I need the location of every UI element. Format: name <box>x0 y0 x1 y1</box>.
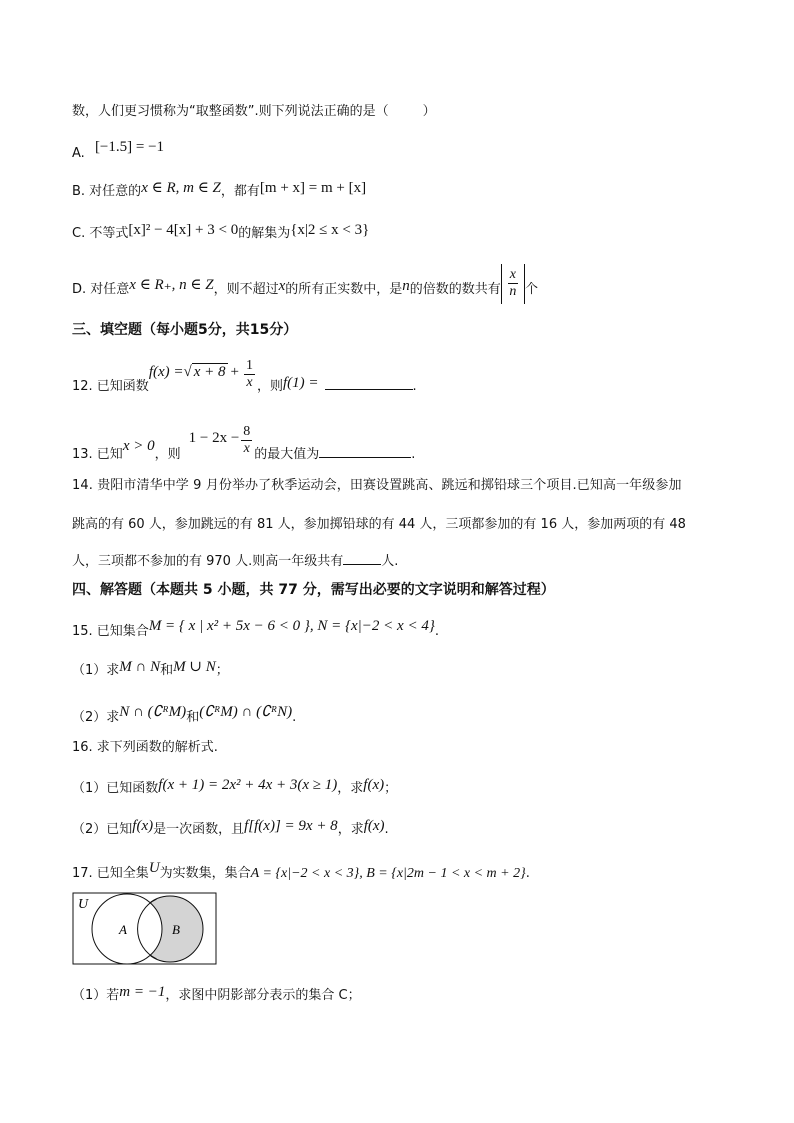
q15-p2-end: . <box>292 710 297 725</box>
q14-line3a: 人，三项都不参加的有 970 人.则高一年级共有 <box>72 554 344 569</box>
q12-f1: f(1) = <box>283 375 319 391</box>
q13-cond: x > 0 <box>122 438 155 454</box>
q14-line2: 跳高的有 60 人，参加跳远的有 81 人，参加掷铅球的有 44 人，三项都参加的有 16 人，参加两项的有 48 <box>72 517 686 532</box>
q16-p2-fx: f(x) <box>132 818 154 834</box>
q16-p2-end: . <box>384 822 389 837</box>
q11-option-b <box>72 179 366 201</box>
option-c-mid: 的解集为 <box>238 226 291 241</box>
q14-line3 <box>72 550 398 571</box>
q15-p1-m1: M ∩ N <box>119 659 161 675</box>
q12-fx: f(x) = <box>148 364 184 380</box>
q17-u: U <box>148 860 160 876</box>
option-d-mid1: ，则不超过 <box>213 282 279 297</box>
q12-end: . <box>412 379 417 394</box>
q16-part2 <box>72 817 389 839</box>
q17-label: 17. 已知全集 <box>72 866 149 881</box>
q15-p2-and: 和 <box>186 710 200 725</box>
q11-stem-end: ） <box>422 104 436 119</box>
section-four-title: 四、解答题（本题共 5 小题，共 77 分，需写出必要的文字说明和解答过程） <box>72 582 555 598</box>
option-d-n: n <box>402 278 410 294</box>
option-b-mid: ，都有 <box>220 184 260 199</box>
q16-p1-math: f(x + 1) = 2x² + 4x + 3(x ≥ 1) <box>158 777 338 793</box>
q11-option-c <box>72 221 369 243</box>
q13-fraction <box>241 424 252 457</box>
q13-expr: 1 − 2x − <box>188 430 240 446</box>
q15-p1-end: ； <box>215 663 229 678</box>
q15-part2 <box>72 703 296 727</box>
q11-stem-text: 数，人们更习惯称为“取整函数”.则下列说法正确的是（ <box>72 104 389 119</box>
venn-label-u: U <box>78 897 89 912</box>
option-d-x: x <box>278 278 286 294</box>
option-b-math2: [m + x] = m + [x] <box>259 180 367 196</box>
section-three-title: 三、填空题（每小题5分，共15分） <box>72 322 298 338</box>
option-c-label: C. 不等式 <box>72 226 129 241</box>
fraction-denominator: n <box>509 284 517 299</box>
option-a-label: A. <box>72 146 85 161</box>
sqrt-sign: √ <box>183 364 192 380</box>
q12-sqrt-body: x + 8 <box>193 364 226 380</box>
q16-p2-mid2: ，求 <box>337 822 364 837</box>
option-d-mid3: 的倍数的数共有 <box>409 282 501 297</box>
q13-frac-den: x <box>243 441 250 456</box>
q16-p2-mid: 是一次函数，且 <box>153 822 245 837</box>
q11-option-d <box>72 264 538 310</box>
q12-label: 12. 已知函数 <box>72 379 149 394</box>
q16-p2-fx2: f(x) <box>363 818 385 834</box>
q15-p1-and: 和 <box>160 663 174 678</box>
q12-answer-blank <box>325 375 413 390</box>
q11-stem <box>72 103 436 121</box>
q17-p1-math: m = −1 <box>119 984 166 1000</box>
q13 <box>72 420 415 473</box>
option-d-label: D. 对任意 <box>72 282 130 297</box>
q12 <box>72 354 417 405</box>
option-b-math1: x ∈ R, m ∈ Z <box>141 180 221 196</box>
q12-frac-den: x <box>246 375 253 390</box>
q14-answer-blank <box>343 550 381 565</box>
q14-line1: 14. 贵阳市清华中学 9 月份举办了秋季运动会，田赛设置跳高、跳远和掷铅球三个项目.已知高一年级参加 <box>72 478 682 493</box>
q15-p1-label: （1）求 <box>72 663 120 678</box>
q16-part1 <box>72 776 397 798</box>
q15-p2-label: （2）求 <box>72 710 120 725</box>
q15-math: M = { x | x² + 5x − 6 < 0 }, N = {x|−2 < x < 4} <box>148 618 435 634</box>
q12-frac-num: 1 <box>245 358 253 373</box>
q17-end: . <box>525 866 530 881</box>
q16-p1-end: ； <box>384 781 398 796</box>
q16-p1-label: （1）已知函数 <box>72 781 159 796</box>
q13-frac-num: 8 <box>243 424 251 439</box>
q15-p1-m2: M ∪ N <box>173 659 216 675</box>
q17-mid: 为实数集，集合 <box>159 866 251 881</box>
option-d-math1: x ∈ R₊, n ∈ Z <box>129 277 214 293</box>
q12-mid: ，则 <box>256 379 283 394</box>
q17 <box>72 859 530 883</box>
q12-plus: + <box>230 364 239 380</box>
q13-answer-blank <box>319 443 411 458</box>
q15 <box>72 617 439 641</box>
q16-p2-math: f[f(x)] = 9x + 8 <box>244 818 338 834</box>
q13-label: 13. 已知 <box>72 447 123 462</box>
option-c-math1: [x]² − 4[x] + 3 < 0 <box>128 222 239 238</box>
venn-diagram <box>72 892 218 966</box>
q16-p2-label: （2）已知 <box>72 822 133 837</box>
q11-option-a <box>72 138 164 163</box>
option-b-label: B. 对任意的 <box>72 184 142 199</box>
q15-part1 <box>72 658 229 680</box>
q15-end: . <box>434 624 439 639</box>
q17-p1-tail: ，求图中阴影部分表示的集合 C； <box>165 988 361 1003</box>
q13-end: . <box>411 447 416 462</box>
option-d-mid2: 的所有正实数中，是 <box>285 282 403 297</box>
venn-label-a: A <box>119 922 127 937</box>
q16-label: 16. 求下列函数的解析式. <box>72 740 218 755</box>
q13-tail: 的最大值为 <box>254 447 320 462</box>
option-d-fraction <box>508 267 518 300</box>
q15-p2-m1: N ∩ (∁ᴿM) <box>119 704 187 720</box>
q15-label: 15. 已知集合 <box>72 624 149 639</box>
floor-bracket <box>501 264 525 304</box>
q17-math: A = {x|−2 < x < 3}, B = {x|2m − 1 < x < m + 2} <box>250 866 526 881</box>
q14-line3b: 人. <box>381 554 399 569</box>
option-d-end: 个 <box>525 282 539 297</box>
venn-set-a-circle <box>92 894 162 964</box>
venn-label-b: B <box>172 922 180 937</box>
option-c-math2: {x|2 ≤ x < 3} <box>290 222 370 238</box>
fraction-numerator: x <box>509 267 517 282</box>
q16-p1-fx: f(x) <box>363 777 385 793</box>
q17-part1 <box>72 983 361 1005</box>
q16-p1-mid: ，求 <box>337 781 364 796</box>
q12-fraction <box>244 358 255 391</box>
q17-p1-label: （1）若 <box>72 988 120 1003</box>
q15-p2-m2: (∁ᴿM) ∩ (∁ᴿN) <box>199 704 293 720</box>
option-a-math: [−1.5] = −1 <box>94 139 165 155</box>
q13-mid: ，则 <box>154 447 181 462</box>
